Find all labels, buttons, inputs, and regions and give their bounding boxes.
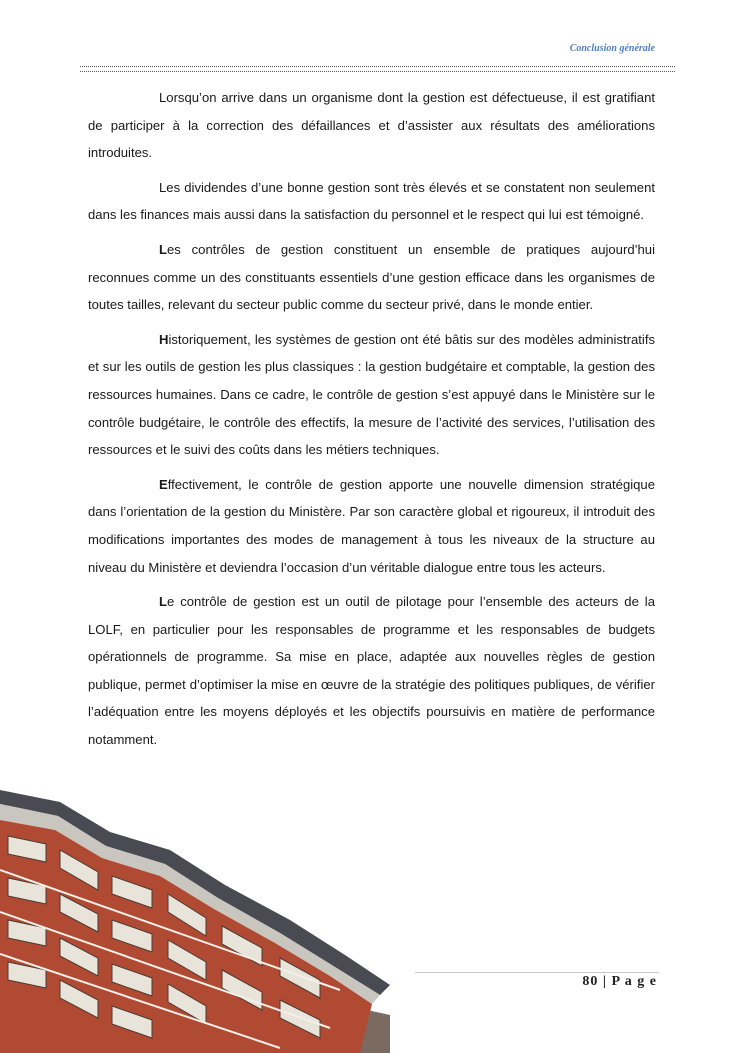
paragraph: Les dividendes d’une bonne gestion sont très élevés et se constatent non seulement dans les finances mais aussi dans la satisfaction du personnel et le respect qui lui est témoigné. <box>88 179 655 223</box>
running-header-title: Conclusion générale <box>569 43 655 54</box>
paragraph: Les contrôles de gestion constituent un ensemble de pratiques aujourd’hui reconnues comme un des constituants essentiels d’une gestion efficace dans les organismes de toutes tailles, relevant du secteur public comme du secteur privé, dans le monde entier. <box>88 241 655 313</box>
paragraph: Le contrôle de gestion est un outil de pilotage pour l’ensemble des acteurs de la LOLF, en particulier pour les responsables de programme et les responsables de budgets opérationnels de programme. Sa mise en place, adaptée aux nouvelles règles de gestion publique, permet d’optimiser la mise en œuvre de la stratégie des politiques publiques, de vérifier l’adéquation entre les moyens déployés et les objectifs poursuivis en matière de performance notamment. <box>88 594 655 748</box>
footer-divider <box>415 972 659 973</box>
header-divider <box>80 66 675 72</box>
body-text <box>88 84 655 761</box>
paragraph: Historiquement, les systèmes de gestion ont été bâtis sur des modèles administratifs et sur les outils de gestion les plus classiques : la gestion budgétaire et comptable, la gestion des ressources humaines. Dans ce cadre, le contrôle de gestion s’est appuyé dans le Ministère sur le contrôle budgétaire, le contrôle des effectifs, la mesure de l’activité des services, l’utilisation des ressources et le suivi des coûts dans les métiers techniques. <box>88 331 655 458</box>
building-photo <box>0 780 390 1053</box>
page-number: 80 | P a g e <box>582 974 657 989</box>
paragraph: Effectivement, le contrôle de gestion apporte une nouvelle dimension stratégique dans l’orientation de la gestion du Ministère. Par son caractère global et rigoureux, il introduit des modifications importantes des modes de management à tous les niveaux de la structure au niveau du Ministère et deviendra l’occasion d’un véritable dialogue entre tous les acteurs. <box>88 476 655 575</box>
paragraph: Lorsqu’on arrive dans un organisme dont la gestion est défectueuse, il est gratifiant de participer à la correction des défaillances et d’assister aux résultats des améliorations introduites. <box>88 90 655 161</box>
